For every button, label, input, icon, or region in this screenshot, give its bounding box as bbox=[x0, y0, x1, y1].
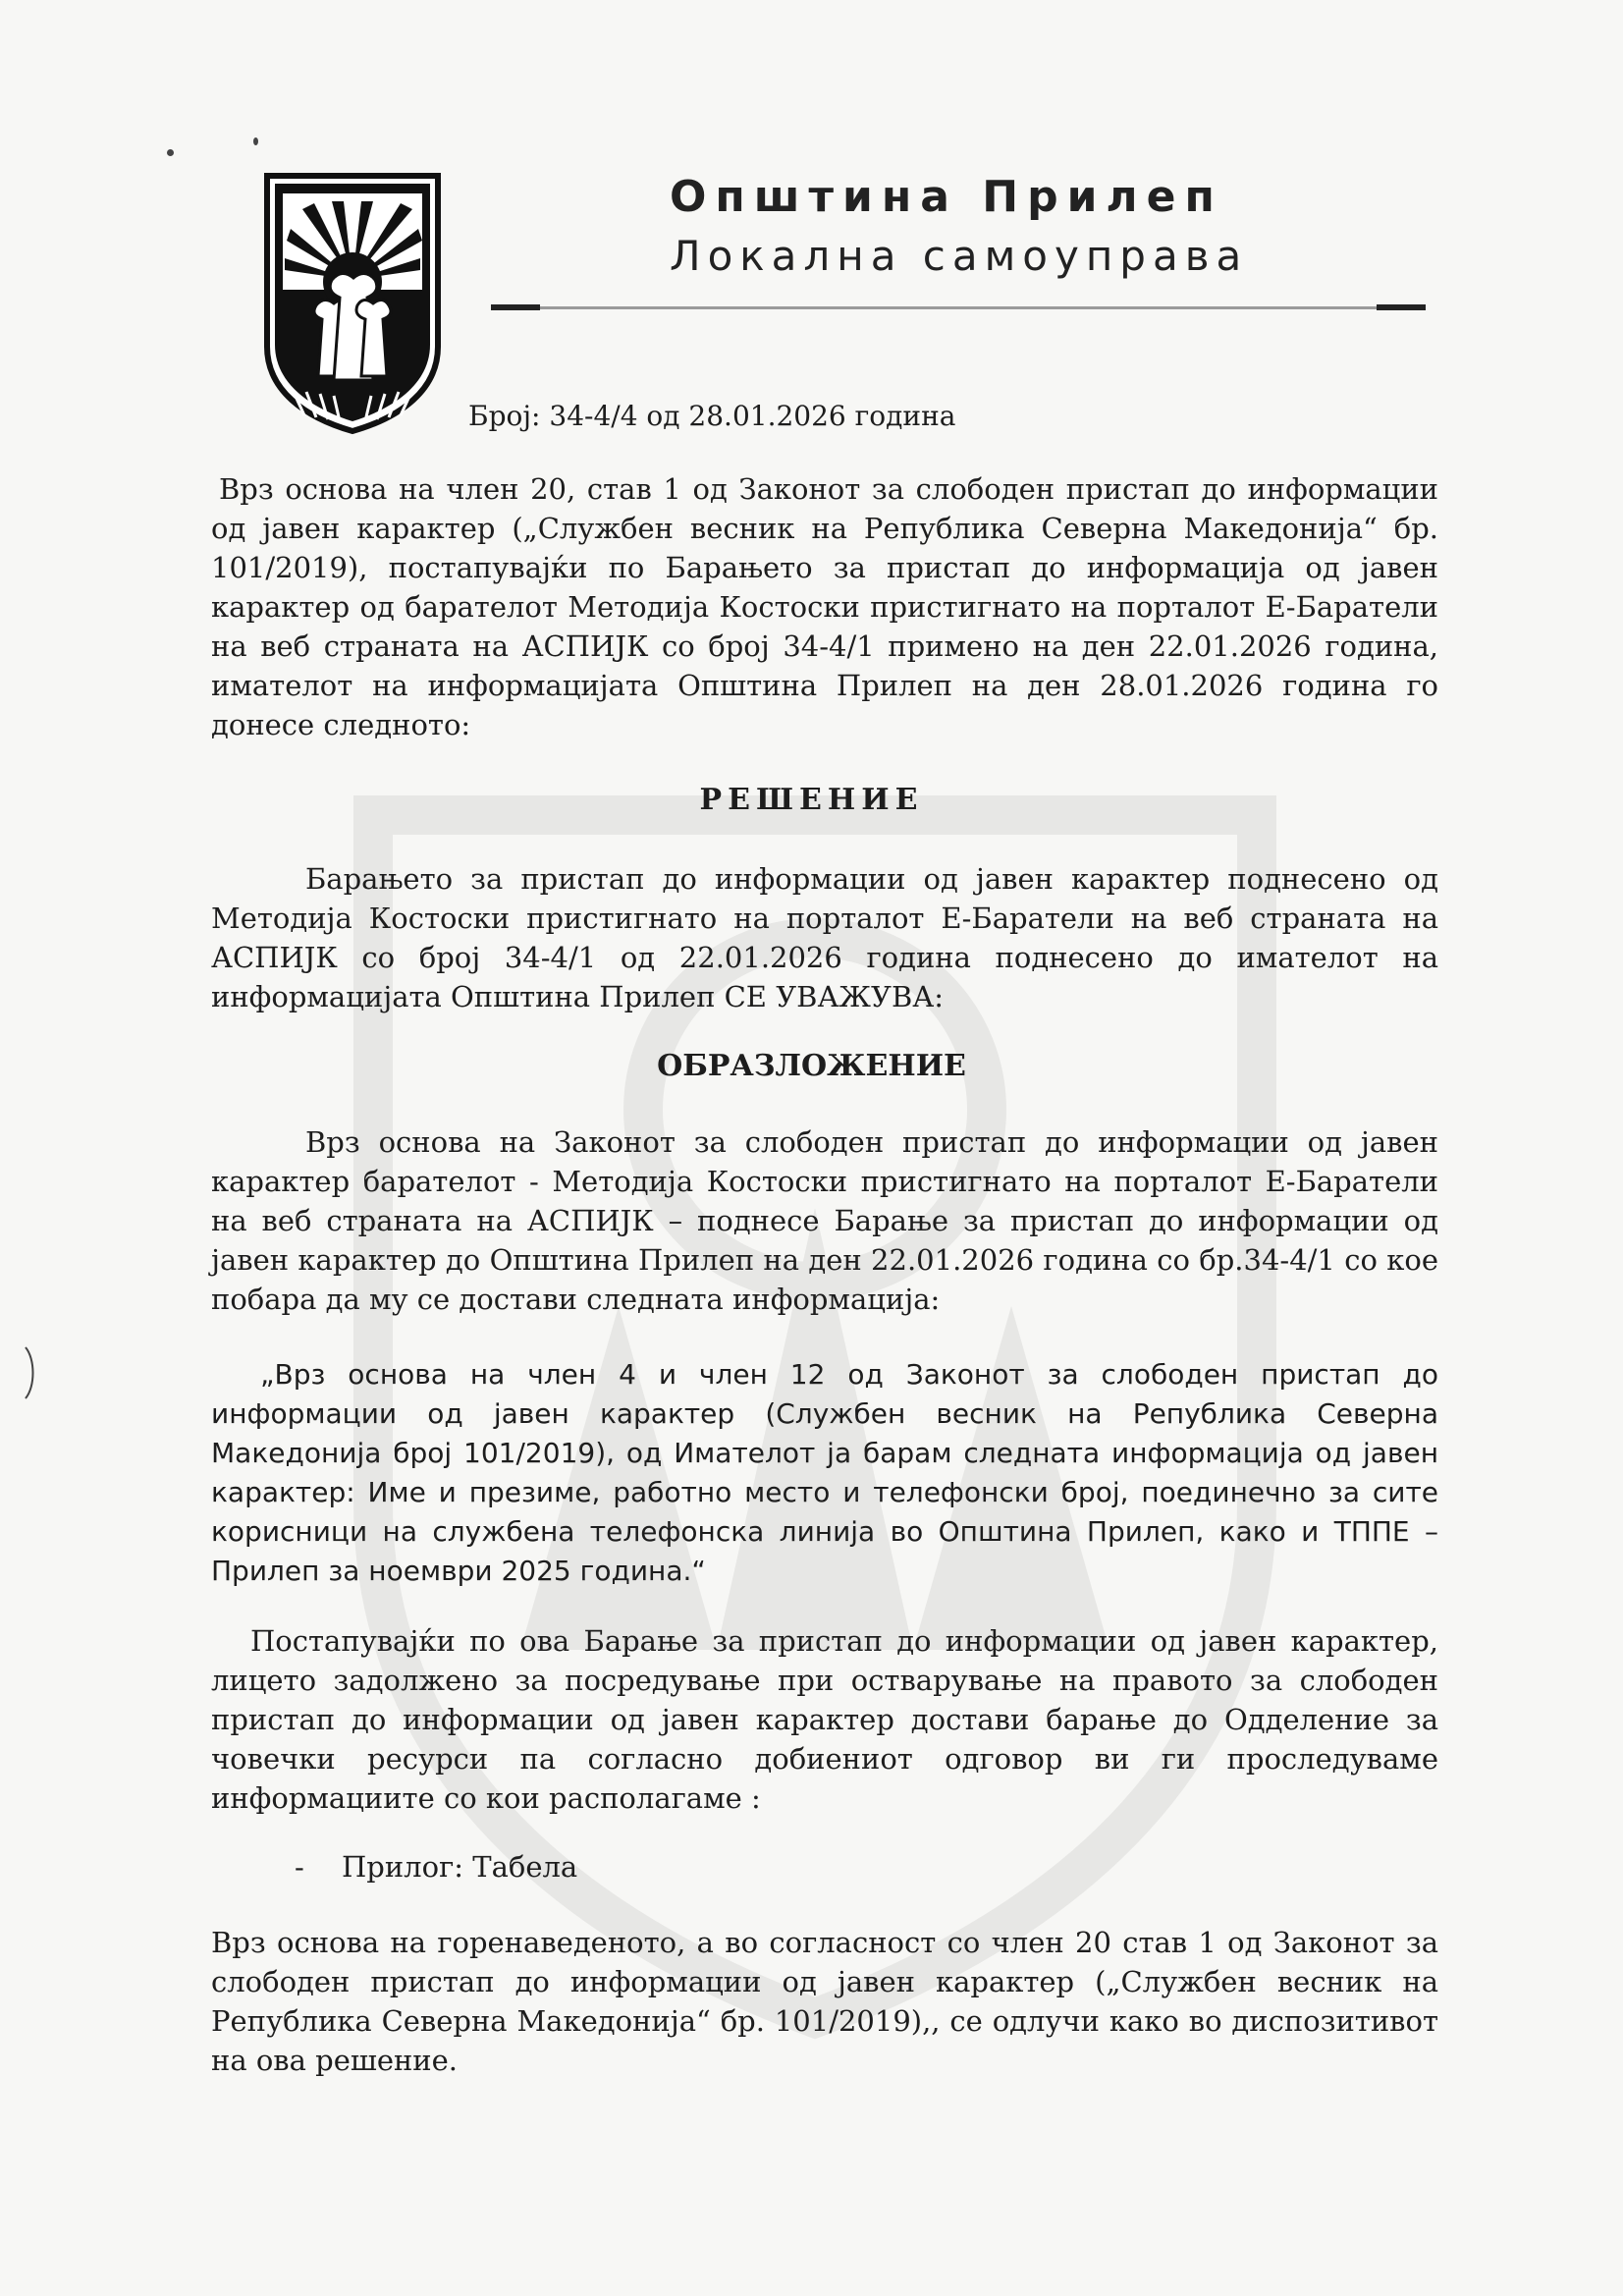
scan-speck bbox=[253, 137, 258, 145]
header-divider bbox=[491, 301, 1426, 313]
decision-paragraph: Барањето за пристап до информации од јавен карактер поднесено од Методија Костоски пристигнато на порталот Е-Баратели на веб страната на АСПИЈК со број 34-4/1 од 22.01.2026 година поднесено до имателот на информацијата Општина Прилеп СЕ УВАЖУВА: bbox=[211, 862, 1438, 1013]
request-quote: „Врз основа на член 4 и член 12 од Законот за слободен пристап до информации од јавен карактер (Службен весник на Република Северна Македонија број 101/2019), од Имателот ја барам следната информација од јавен карактер: Име и презиме, работно место и телефонски број, поединечно за сите корисници на службена телефонска линија во Општина Прилеп, како и ТППЕ – Прилеп за ноември 2025 година.“ bbox=[211, 1358, 1438, 1587]
reasoning-heading: ОБРАЗЛОЖЕНИЕ bbox=[657, 1049, 966, 1083]
intro-paragraph: Врз основа на член 20, став 1 од Законот за слободен пристап до информации од јавен карактер („Службен весник на Република Северна Македонија“ бр. 101/2019), постапувајќи по Барањето за пристап до информација од јавен карактер од барателот Методија Костоски пристигнато на порталот Е-Баратели на веб страната на АСПИЈК со број 34-4/1 примено на ден 22.01.2026 година, имателот на информацијата Општина Прилеп на ден 28.01.2026 година го донесе следното: bbox=[211, 472, 1438, 741]
municipality-name: Општина Прилеп bbox=[670, 172, 1223, 222]
scan-speck bbox=[167, 149, 174, 156]
reference-number: Број: 34-4/4 од 28.01.2026 година bbox=[468, 400, 956, 432]
attachment-label: Прилог: Табела bbox=[342, 1850, 578, 1884]
decision-heading: РЕШЕНИЕ bbox=[699, 783, 924, 817]
scan-bracket-mark bbox=[24, 1345, 37, 1400]
municipality-crest-icon bbox=[263, 172, 442, 435]
attachment-dash: - bbox=[295, 1850, 304, 1884]
closing-paragraph: Врз основа на горенаведеното, а во согласност со член 20 став 1 од Законот за слободен пристап до информации од јавен карактер („Службен весник на Република Северна Македонија“ бр. 101/2019),, се одлучи како во диспозитивот на ова решение. bbox=[211, 1926, 1438, 2077]
action-paragraph: Постапувајќи по ова Барање за пристап до информации од јавен карактер, лицето задолжено за посредување при остварување на правото за слободен пристап до информации од јавен карактер достави барање до Одделение за човечки ресурси па согласно добиениот одговор ви ги проследуваме информациите со кои располагаме : bbox=[211, 1624, 1438, 1815]
attachment-line bbox=[295, 1850, 577, 1884]
municipality-subtitle: Локална самоуправа bbox=[670, 232, 1249, 280]
reasoning-paragraph: Врз основа на Законот за слободен пристап до информации од јавен карактер барателот - Методија Костоски пристигнато на порталот Е-Баратели на веб страната на АСПИЈК – поднесе Барање за пристап до информации од јавен карактер до Општина Прилеп на ден 22.01.2026 година со бр.34-4/1 со кое побара да му се достави следната информација: bbox=[211, 1125, 1438, 1316]
